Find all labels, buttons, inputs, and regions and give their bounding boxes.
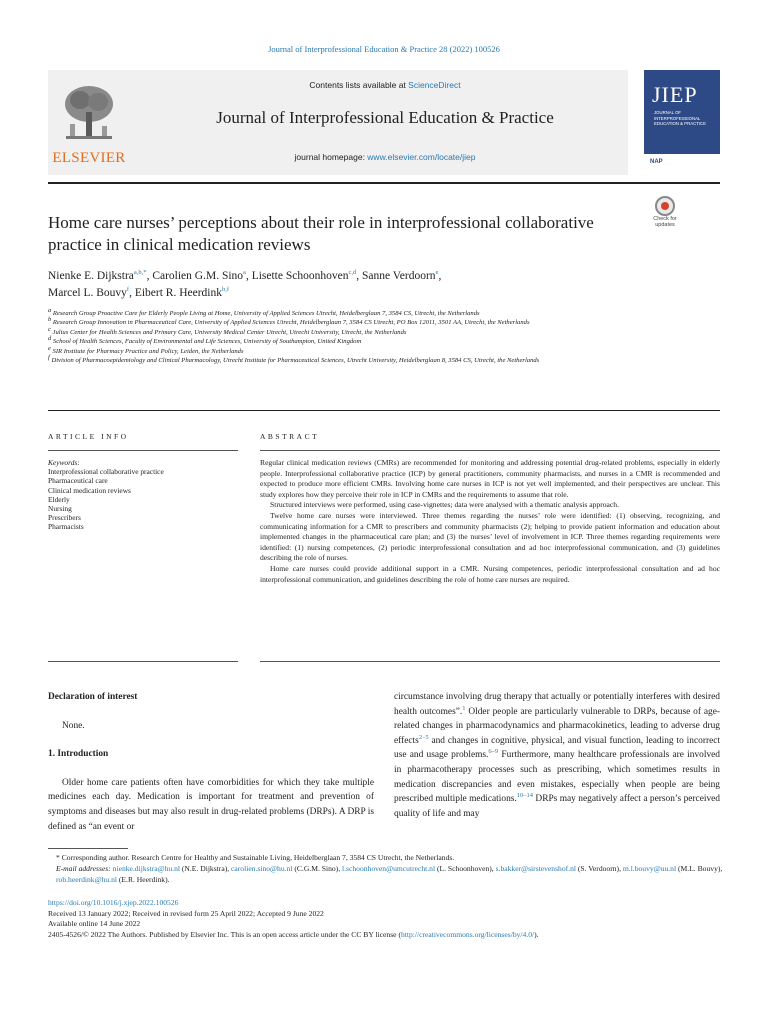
email-owner: (M.L. Bouvy),	[676, 864, 723, 873]
introduction-paragraph: Older home care patients often have comorbidities for which they take multiple medicines each day. Medication is important for treatment and prevention of symptoms and diseases but may also result in drug-related problems (DRPs). A DRP is defined as “an event or	[48, 777, 374, 832]
author-affiliation-marker[interactable]: b,f	[222, 286, 230, 294]
author-name[interactable]: Lisette Schoonhoven	[251, 270, 349, 282]
introduction-heading: 1. Introduction	[48, 749, 109, 760]
body-right-column	[394, 690, 720, 821]
abstract-paragraph: Structured interviews were performed, using case-vignettes; data were analysed with a thematic analysis approach.	[270, 500, 619, 510]
email-addresses: E-mail addresses: nienke.dijkstra@hu.nl (N.E. Dijkstra), carolien.sino@hu.nl (C.G.M. Sino), l.schoonhoven@umcutrecht.nl (L. Schoonhoven), s.bakker@sirstevenshof.nl (S. Verdoorn), m.l.bouvy@uu.nl (M.L. Bouvy), rob.heerdink@hu.nl (E.R. Heerdink).	[56, 864, 723, 884]
affiliation-text: Division of Pharmacoepidemiology and Clinical Pharmacology, Utrecht Institute for Pharmaceutical Sciences, Utrecht University, Heidelberglaan 8, 3584 CS, Utrecht, the Netherlands	[49, 357, 540, 365]
email-owner: (S. Verdoorn),	[575, 864, 623, 873]
journal-title: Journal of Interprofessional Education & Practice	[216, 108, 554, 127]
email-link[interactable]: rob.heerdink@hu.nl	[56, 875, 117, 884]
author-name[interactable]: Marcel L. Bouvy	[48, 287, 127, 299]
affiliation-text: Julius Center for Health Sciences and Primary Care, University Medical Center Utrecht, Utrecht University, Utrecht, the Netherlands	[50, 328, 407, 336]
author-name[interactable]: Carolien G.M. Sino	[152, 270, 244, 282]
author-affiliation-marker[interactable]: a	[243, 269, 246, 277]
elsevier-wordmark: ELSEVIER	[52, 150, 126, 166]
check-updates-icon	[655, 196, 675, 216]
author-affiliation-marker[interactable]: f	[126, 286, 130, 294]
affiliation-item	[48, 318, 728, 327]
body-text: and changes in cognitive, physical, and visual function, leading to incorrect use and usage problems.	[394, 735, 720, 761]
email-link[interactable]: l.schoonhoven@umcutrecht.nl	[342, 864, 436, 873]
keywords-block	[48, 458, 238, 532]
keyword: Elderly	[48, 494, 70, 504]
author-affiliation-marker[interactable]: c,d	[348, 269, 357, 277]
declaration-heading: Declaration of interest	[48, 692, 138, 702]
affiliation-item	[48, 306, 728, 318]
citation-ref[interactable]: 6–9	[488, 748, 499, 756]
email-link[interactable]: s.bakker@sirstevenshof.nl	[495, 864, 576, 873]
keyword: Pharmaceutical care	[48, 476, 108, 486]
abstract-paragraph: Twelve home care nurses were interviewed. Three themes regarding the nurses’ role were identified: (1) observing, recognizing, and communicating information for a CMR to prescribers and community pharmacists (2); helping to provide patient information and education about implemented changes in the pharmaceutical care plan; and (3) the nurses’ level of involvement in ICP. Three themes regarding requirements were identified: (1) nursing competences, (2) periodic interprofessional consultation and ad hoc interprofessional communication, and (3) guidelines describing the role of nurses.	[260, 510, 720, 563]
author-separator: ,	[146, 270, 153, 282]
affiliation-text: Research Group Proactive Care for Elderly People Living at Home, University of Applied Sciences Utrecht, Heidelberglaan 7, 3584 CS, Utrecht, the Netherlands	[51, 310, 480, 317]
doi-link[interactable]: https://doi.org/10.1016/j.xjep.2022.100526	[48, 898, 179, 907]
spacer	[48, 705, 374, 719]
author-name[interactable]: Eibert R. Heerdink	[134, 287, 222, 299]
author-separator: ,	[438, 270, 442, 282]
affiliation-text: SIR Institute for Pharmacy Practice and Policy, Leiden, the Netherlands	[50, 347, 244, 355]
article-info-heading: ARTICLE INFO	[48, 432, 129, 441]
keyword: Pharmacists	[48, 522, 84, 532]
body-text: Furthermore, many healthcare professionals are involved in pharmacotherapy processes such as prescribing, which sometimes results in medication discrepancies and even mistakes, especially when people are being prescribed multiple medications.	[394, 750, 720, 805]
affiliation-item	[48, 344, 728, 356]
email-owner: (E.R. Heerdink).	[116, 875, 170, 884]
contents-line: Contents lists available at ScienceDirect	[309, 80, 461, 90]
affiliation-key: e	[48, 344, 51, 352]
article-info-rule	[48, 450, 238, 451]
check-updates-label: Check for updates	[653, 216, 677, 228]
cover-title: JIEP	[652, 82, 698, 107]
abstract-paragraph: Home care nurses could provide additional support in a CMR. Nursing competences, periodic interprofessional consultation and ad hoc interprofessional communication, and guidelines describing the role of home care nurses are required.	[260, 563, 720, 584]
body-text: DRPs may negatively affect a person’s perceived quality of life and may	[394, 794, 720, 819]
keyword: Nursing	[48, 504, 72, 514]
email-link[interactable]: nienke.dijkstra@hu.nl	[112, 864, 180, 873]
abstract-paragraph: Regular clinical medication reviews (CMRs) are recommended for monitoring and addressing potential drug-related problems, especially in elderly people. Interprofessional collaborative practice (ICP) by general practitioners, community pharmacists, and nurses in a CMR is recommended and expected to produce more efficient CMRs. Involving home care nurses in ICP is not yet well implemented, and their perspectives are unclear. This study explores how they perceive their role in ICP in CMRs and the requirements to assume that role.	[260, 458, 720, 499]
available-online: Available online 14 June 2022	[48, 919, 141, 929]
affiliation-text: School of Health Sciences, Faculty of Environmental and Life Sciences, University of Southampton, United Kingdom	[51, 338, 362, 346]
citation-ref[interactable]: 1	[462, 704, 466, 712]
homepage-line: journal homepage: www.elsevier.com/locate/jiep	[294, 152, 476, 162]
header-divider	[48, 182, 720, 184]
abstract-text	[260, 458, 720, 585]
affiliation-key: f	[48, 353, 50, 361]
license-link[interactable]: http://creativecommons.org/licenses/by/4.0/	[400, 929, 535, 939]
keyword-list	[48, 467, 238, 531]
affiliation-divider	[48, 410, 720, 411]
keyword: Interprofessional collaborative practice	[48, 467, 164, 477]
affiliation-key: b	[48, 316, 52, 324]
article-info-end-rule	[48, 661, 238, 662]
affiliation-item	[48, 353, 728, 365]
abstract-rule	[260, 450, 720, 451]
author-separator: ,	[129, 287, 135, 299]
declaration-text: None.	[62, 720, 85, 731]
author-list	[48, 268, 728, 302]
article-meta-footer	[48, 898, 728, 940]
email-owner: (L. Schoonhoven),	[435, 864, 496, 873]
author-separator: ,	[356, 270, 362, 282]
email-link[interactable]: carolien.sino@hu.nl	[231, 864, 293, 873]
author-name[interactable]: Nienke E. Dijkstra	[48, 270, 134, 282]
elsevier-logo	[50, 76, 128, 170]
body-left-column	[48, 690, 374, 834]
corresponding-author-note: * Corresponding author. Research Centre for Healthy and Sustainable Living, Heidelberglaan 7, 3584 CS Utrecht, the Netherlands.	[56, 853, 455, 862]
journal-cover[interactable]	[644, 70, 720, 166]
citation-ref[interactable]: 2–5	[418, 733, 429, 741]
email-owner: (N.E. Dijkstra),	[179, 864, 232, 873]
keyword: Prescribers	[48, 513, 81, 523]
keywords-label: Keywords:	[48, 458, 80, 467]
elsevier-tree-icon	[62, 82, 116, 142]
spacer	[48, 733, 374, 747]
author-separator: ,	[245, 270, 252, 282]
affiliation-key: d	[48, 335, 52, 343]
affiliation-item	[48, 337, 728, 346]
journal-citation[interactable]: Journal of Interprofessional Education & Practice 28 (2022) 100526	[268, 44, 500, 54]
license-line: 2405-4526/© 2022 The Authors. Published by Elsevier Inc. This is an open access article under the CC BY license (http://creativecommons.org/licenses/by/4.0/).	[48, 929, 539, 939]
footnote-rule	[48, 848, 128, 849]
abstract-end-rule	[260, 661, 720, 662]
received-dates: Received 13 January 2022; Received in revised form 25 April 2022; Accepted 9 June 2022	[48, 908, 324, 918]
affiliation-key: a	[48, 306, 52, 314]
affiliation-text: Research Group Innovation in Pharmaceutical Care, University of Applied Sciences Utrecht, Heidelberglaan 7, 3584 CS Utrecht, PO Box 12011, 3501 AA, Utrecht, the Netherlands	[51, 319, 530, 327]
body-text: circumstance involving drug therapy that actually or potentially interferes with desired health outcomes”.	[394, 692, 720, 717]
affiliations	[48, 306, 728, 365]
article-title: Home care nurses’ perceptions about their role in interprofessional collaborative practice in clinical medication reviews	[48, 213, 594, 254]
affiliation-item	[48, 325, 728, 337]
email-owner: (C.G.M. Sino),	[292, 864, 343, 873]
author-name[interactable]: Sanne Verdoorn	[361, 270, 436, 282]
footnotes	[48, 852, 728, 885]
check-for-updates-button[interactable]	[644, 196, 686, 230]
email-link[interactable]: m.l.bouvy@uu.nl	[622, 864, 677, 873]
homepage-link[interactable]: www.elsevier.com/locate/jiep	[367, 152, 476, 162]
cover-nap-logo: NAP	[650, 159, 663, 165]
affiliation-key: c	[48, 325, 51, 333]
spacer	[48, 762, 374, 776]
citation-ref[interactable]: 10–14	[516, 792, 534, 800]
body-text: Older people are particularly vulnerable to DRPs, because of age-related changes in pharmacodynamics and pharmacokinetics, leading to adverse drug effects	[394, 706, 721, 746]
author-affiliation-marker[interactable]: e	[435, 269, 439, 277]
keyword: Clinical medication reviews	[48, 485, 131, 495]
abstract-heading: ABSTRACT	[260, 432, 320, 441]
sciencedirect-link[interactable]: ScienceDirect	[408, 80, 461, 90]
author-affiliation-marker[interactable]: a,b,*	[133, 269, 147, 277]
cover-subtitle: JOURNAL OF INTERPROFESSIONAL EDUCATION & PRACTICE	[654, 110, 706, 126]
